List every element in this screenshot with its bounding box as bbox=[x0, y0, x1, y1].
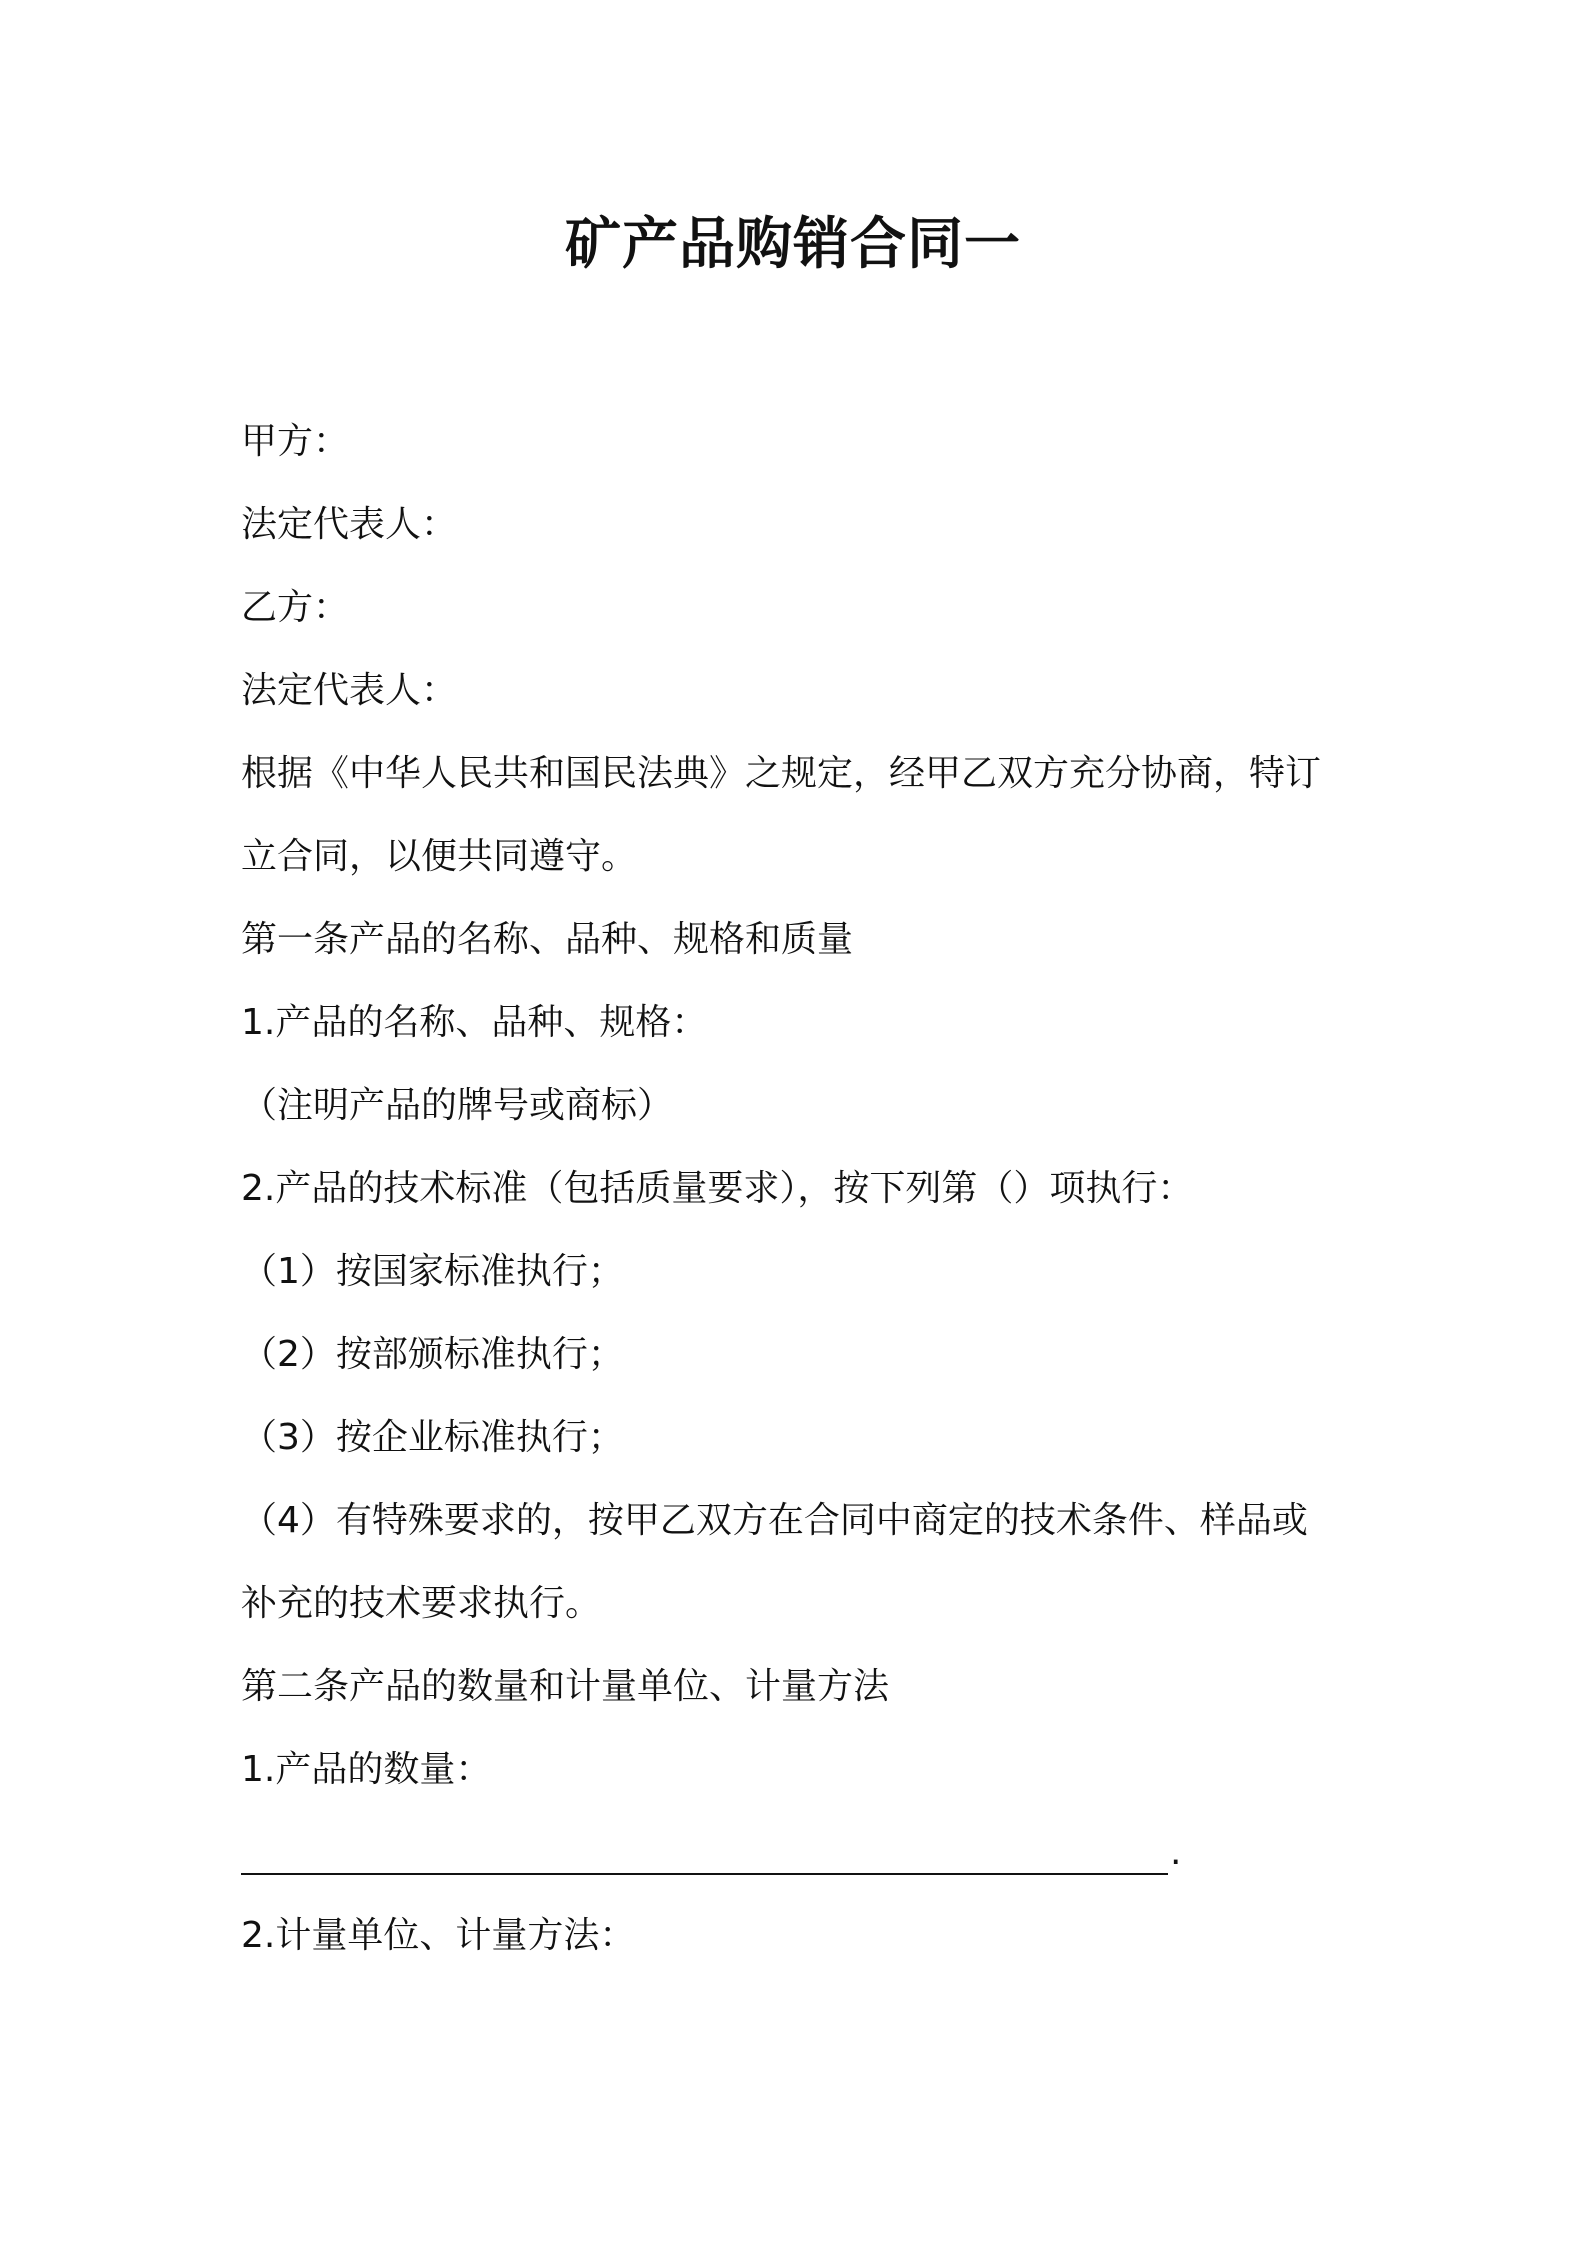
party-b-label: 乙方： bbox=[241, 587, 350, 628]
party-a-representative-label: 法定代表人： bbox=[241, 504, 458, 545]
article-1-item-2: 2.产品的技术标准（包括质量要求），按下列第（）项执行： bbox=[241, 1168, 1194, 1209]
party-b-representative-label: 法定代表人： bbox=[241, 670, 458, 711]
article-2-item-2: 2.计量单位、计量方法： bbox=[241, 1915, 636, 1956]
document-title: 矿产品购销合同一 bbox=[565, 212, 1021, 277]
preamble-line-1: 根据《中华人民共和国民法典》之规定，经甲乙双方充分协商，特订 bbox=[241, 753, 1322, 794]
party-a-label: 甲方： bbox=[241, 421, 350, 462]
standard-option-1: （1）按国家标准执行； bbox=[241, 1251, 624, 1292]
preamble-line-2: 立合同，以便共同遵守。 bbox=[241, 836, 638, 877]
standard-option-2: （2）按部颁标准执行； bbox=[241, 1334, 624, 1375]
standard-option-4-line-2: 补充的技术要求执行。 bbox=[241, 1583, 602, 1624]
fill-in-underline bbox=[241, 1873, 1168, 1875]
article-1-heading: 第一条产品的名称、品种、规格和质量 bbox=[241, 919, 854, 960]
article-1-item-1-note: （注明产品的牌号或商标） bbox=[241, 1085, 674, 1126]
standard-option-3: （3）按企业标准执行； bbox=[241, 1417, 624, 1458]
standard-option-4-line-1: （4）有特殊要求的，按甲乙双方在合同中商定的技术条件、样品或 bbox=[241, 1500, 1308, 1541]
article-1-item-1: 1.产品的名称、品种、规格： bbox=[241, 1002, 708, 1043]
fill-in-period: . bbox=[1170, 1832, 1182, 1873]
article-2-item-1: 1.产品的数量： bbox=[241, 1749, 492, 1790]
article-2-heading: 第二条产品的数量和计量单位、计量方法 bbox=[241, 1666, 890, 1707]
quantity-fill-blank bbox=[241, 1811, 1361, 1894]
document-body bbox=[241, 400, 1361, 1977]
